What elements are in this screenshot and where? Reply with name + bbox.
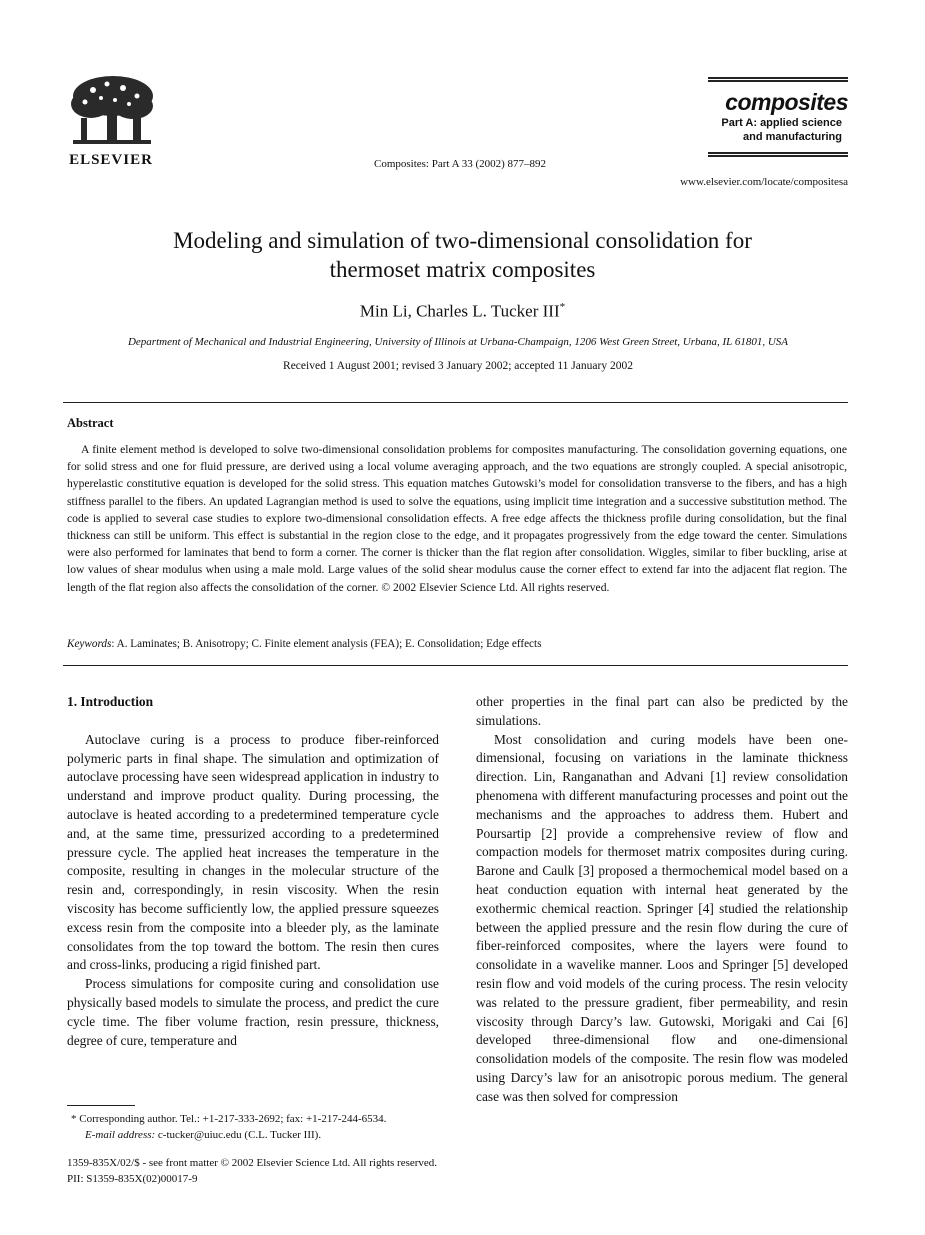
journal-subtitle: [708, 116, 848, 144]
intro-paragraph-1: Autoclave curing is a process to produce fiber-reinforced polymeric parts in final shape. The simulation and optimization of autoclave processing have seen widespread application in industry to understand and improve product quality. During processing, the autoclave is heated according to a predetermined temperature cycle and, at the same time, pressurized according to a predetermined pressure cycle. The applied heat increases the temperature in the composite, resulting in changes in the molecular structure of the resin and, correspondingly, in resin viscosity. When the resin viscosity has become sufficiently low, the applied pressure squeezes excess resin from the composite into a bleeder ply, as the laminate consolidates from the top toward the bottom. The resin then cures and cross-links, producing a rigid finished part.: [67, 731, 439, 973]
paper-title: [80, 226, 845, 284]
left-column: [67, 693, 439, 1050]
tree-logo-icon: [63, 72, 159, 152]
footnote-email: [67, 1127, 447, 1143]
email-label: E-mail address:: [85, 1129, 156, 1141]
footnote-rule: [67, 1105, 135, 1106]
author-names: Min Li, Charles L. Tucker III: [359, 301, 560, 321]
corresponding-author-footnote: [67, 1111, 447, 1143]
email-value[interactable]: c-tucker@uiuc.edu (C.L. Tucker III).: [155, 1129, 322, 1141]
publisher-name: ELSEVIER: [69, 152, 153, 168]
article-history: Received 1 August 2001; revised 3 January 2002; accepted 11 January 2002: [283, 360, 633, 372]
section-heading-introduction: 1. Introduction: [67, 694, 154, 709]
abstract-heading: Abstract: [67, 416, 114, 430]
journal-subtitle-line2: and manufacturing: [742, 131, 842, 143]
keywords-label: Keywords: [67, 638, 112, 650]
abstract-text: A finite element method is developed to solve two-dimensional consolidation problems for composites manufacturing. The consolidation governing equations, one for solid stress and one for fluid pressure, are derived using a local volume averaging approach, and the two equations are strongly coupled. A special anisotropic, hyperelastic constitutive equation is developed for the solid stress. This equation matches Gutowski’s model for consolidation transverse to the fibers, and has a high stiffness parallel to the fibers. An updated Lagrangian method is used to solve the equations, using implicit time integration and a successive substitution method. The code is applied to several case studies to explore two-dimensional consolidation effects. A free edge affects the thickness profile during consolidation, but the final thickness can still be uniform. This effect is substantial in the region close to the edge, and it propagates progressively from the edge toward the center. Simulations were also performed for laminates that bend to form a corner. The corner is thicker than the flat region after consolidation. Wiggles, similar to fiber buckling, arise at low values of shear modulus when using a male mold. Large values of the solid shear modulus cause the corner effect to extend far into the adjacent flat region. The length of the flat region also affects the consolidation of the corner. © 2002 Elsevier Science Ltd. All rights reserved.: [67, 443, 847, 594]
corresponding-author-mark[interactable]: *: [559, 301, 566, 313]
journal-citation: Composites: Part A 33 (2002) 877–892: [373, 158, 547, 170]
footnote-contact: * Corresponding author. Tel.: +1-217-333-2692; fax: +1-217-244-6534.: [71, 1113, 387, 1125]
keywords-list: : A. Laminates; B. Anisotropy; C. Finite element analysis (FEA); E. Consolidation; Edge effects: [111, 638, 542, 650]
journal-brand-block: [708, 76, 848, 158]
journal-brand-word: composites: [725, 89, 848, 115]
paper-title-line2: thermoset matrix composites: [329, 257, 596, 282]
intro-paragraph-2-continued: other properties in the final part can also be predicted by the simulations.: [476, 694, 848, 728]
journal-url-link[interactable]: www.elsevier.com/locate/compositesa: [680, 176, 848, 188]
issn-line: 1359-835X/02/$ - see front matter © 2002 Elsevier Science Ltd. All rights reserved.: [67, 1157, 438, 1169]
abstract-rule-bottom: [63, 665, 848, 666]
right-column: [476, 693, 848, 1107]
keywords-line: [67, 638, 847, 650]
intro-paragraph-2: Process simulations for composite curing and consolidation use physically based models to simulate the process, and predict the cure cycle time. The fiber volume fraction, resin pressure, thickness, degree of cure, temperature and: [67, 976, 439, 1048]
brand-rule-bottom: [708, 152, 848, 154]
issn-block: [67, 1155, 567, 1187]
journal-subtitle-line1: Part A: applied science: [721, 117, 842, 129]
brand-rule-bottom-2: [708, 155, 848, 157]
intro-paragraph-3: Most consolidation and curing models have been one-dimensional, focusing on variations in the laminate thickness direction. Lin, Ranganathan and Advani [1] review consolidation phenomena with different manufacturing processes and point out the mechanisms and the approaches to address them. Hubert and Poursartip [2] provide a comprehensive review of flow and compaction models for thermoset matrix composites during curing. Barone and Caulk [3] proposed a thermochemical model based on a heat conduction equation with internal heat generated by the exothermic chemical reaction. Springer [4] studied the relationship between the applied pressure and the resin flow during the cure of fiber-reinforced composites, where the layers were found to consolidate in a wavelike manner. Loos and Springer [5] developed resin flow and void models of the curing process. The resin velocity was related to the pressure gradient, fiber permeability, and resin viscosity through Darcy’s law. Gutowski, Morigaki and Cai [6] developed three-dimensional flow and one-dimensional consolidation models of the composite. The resin flow was modeled using Darcy’s law for an anisotropic porous medium. The general case was then solved for compression: [476, 731, 848, 1104]
brand-rule-top: [708, 77, 848, 79]
abstract-rule-top: [63, 402, 848, 403]
author-affiliation: Department of Mechanical and Industrial Engineering, University of Illinois at Urbana-Champaign, 1206 West Green Street, Urbana, IL 61801, USA: [127, 336, 789, 348]
paper-title-line1: Modeling and simulation of two-dimensional consolidation for: [173, 228, 752, 253]
brand-rule-top-2: [708, 80, 848, 82]
author-list: [80, 301, 845, 322]
pii-line: PII: S1359-835X(02)00017-9: [67, 1173, 198, 1185]
